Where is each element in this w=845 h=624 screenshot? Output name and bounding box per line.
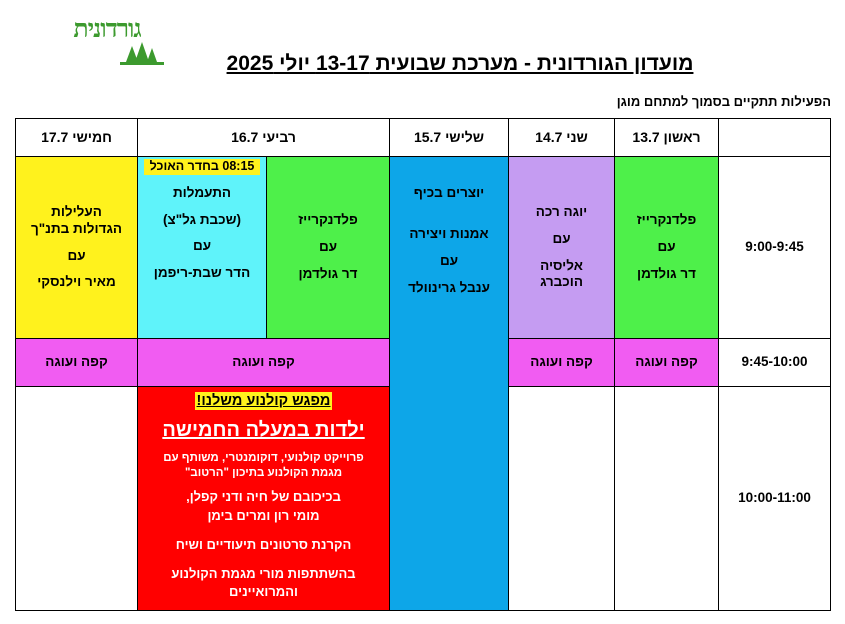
activity-instructor: הדר שבת-ריפמן xyxy=(153,265,251,281)
time-slot-1: 9:00-9:45 xyxy=(718,156,831,339)
day-header-thu: חמישי 17.7 xyxy=(15,118,138,157)
film-participants-1: בהשתתפות מורי מגמת הקולנוע xyxy=(171,565,356,581)
activity-with: עם xyxy=(657,239,676,255)
time-slot-3: 10:00-11:00 xyxy=(718,386,831,611)
activity-with: עם xyxy=(439,252,459,268)
activity-instructor-surname: הוכברג xyxy=(540,274,583,290)
activity-title-2: הגדולות בתנ"ך xyxy=(30,220,123,236)
page-title: מועדון הגורדונית - מערכת שבועית 13-17 יולי 2025 xyxy=(226,52,694,75)
subtitle: הפעילות תתקיים בסמוך למתחם מוגן xyxy=(616,94,831,109)
activity-instructor: מאיר וילנסקי xyxy=(37,274,116,290)
corner-cell xyxy=(718,118,831,157)
day-header-tue: שלישי 15.7 xyxy=(389,118,509,157)
film-name: ילדות במעלה החמישה xyxy=(162,419,365,442)
activity-title: פלדנקרייז xyxy=(636,212,697,228)
coffee-sun: קפה ועוגה xyxy=(614,338,719,387)
empty-cell-mon xyxy=(508,386,615,611)
coffee-mon: קפה ועוגה xyxy=(508,338,615,387)
film-event xyxy=(137,386,390,611)
activity-instructor: אליסיה xyxy=(540,257,583,273)
activity-wed-gymnastics xyxy=(137,156,267,339)
activity-thu-bible xyxy=(15,156,138,339)
activity-group: (שכבת גל"צ) xyxy=(163,211,241,227)
day-header-wed: רביעי 16.7 xyxy=(137,118,390,157)
activity-sun-feldenkrais xyxy=(614,156,719,339)
film-desc-1: פרוייקט קולנועי, דוקומנטרי, משותף עם xyxy=(163,452,364,465)
film-desc-2: מגמת הקולנוע בתיכון "הרטוב" xyxy=(184,466,343,479)
activity-mon-yoga xyxy=(508,156,615,339)
activity-instructor: ענבל גרינוולד xyxy=(408,279,490,295)
pine-trees-icon xyxy=(48,14,166,70)
activity-title: פלדנקרייז xyxy=(298,212,358,228)
time-location-badge: 08:15 בחדר האוכל xyxy=(144,159,261,175)
activity-with: עם xyxy=(318,239,338,255)
coffee-wed: קפה ועוגה xyxy=(137,338,390,387)
activity-title: התעמלות xyxy=(172,184,232,200)
film-stars-2: מומי רון ומרים בימן xyxy=(207,508,320,524)
activity-with: עם xyxy=(67,247,86,263)
activity-with: עם xyxy=(552,230,571,246)
day-header-sun: ראשון 13.7 xyxy=(614,118,719,157)
logo xyxy=(48,14,166,70)
activity-instructor: דר גולדמן xyxy=(298,265,358,281)
logo-text: גורדונית xyxy=(73,14,141,43)
activity-with: עם xyxy=(192,238,212,254)
activity-wed-feldenkrais xyxy=(266,156,390,339)
activity-tue-creators xyxy=(389,156,509,611)
empty-cell-sun xyxy=(614,386,719,611)
time-slot-2: 9:45-10:00 xyxy=(718,338,831,387)
empty-cell-thu xyxy=(15,386,138,611)
activity-title: העלילות xyxy=(51,203,102,219)
coffee-thu: קפה ועוגה xyxy=(15,338,138,387)
film-headline: מפגש קולנוע משלנו! xyxy=(196,393,331,409)
film-screening: הקרנת סרטונים תיעודיים ושיח xyxy=(175,537,352,553)
day-header-mon: שני 14.7 xyxy=(508,118,615,157)
film-stars-1: בכיכובם של חיה ודני קפלן, xyxy=(186,488,341,504)
activity-title: יוצרים בכיף xyxy=(413,185,485,200)
activity-subtitle: אמנות ויצירה xyxy=(409,225,489,241)
activity-instructor: דר גולדמן xyxy=(637,265,696,281)
film-participants-2: והמרואיינים xyxy=(229,583,298,599)
activity-title: יוגה רכה xyxy=(535,203,588,219)
